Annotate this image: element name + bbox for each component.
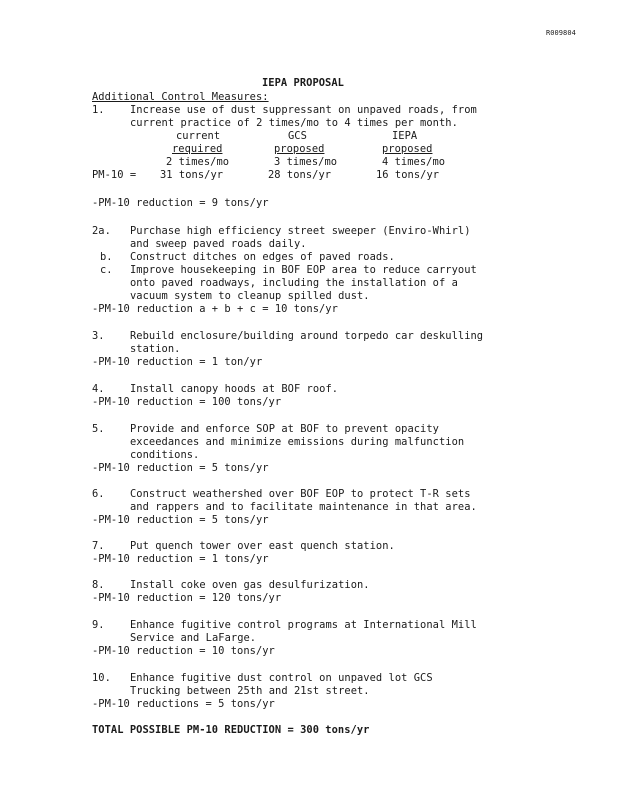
frequency-current: 2 times/mo	[166, 156, 230, 168]
item-7-reduction: -PM-10 reduction = 1 tons/yr	[92, 553, 269, 565]
item-7-text-line-1: Put quench tower over east quench station.	[130, 540, 395, 552]
item-2-reduction: -PM-10 reduction a + b + c = 10 tons/yr	[92, 303, 338, 315]
item-9-number: 9.	[92, 619, 105, 631]
item-10-reduction: -PM-10 reductions = 5 tons/yr	[92, 698, 275, 710]
item-9-reduction: -PM-10 reduction = 10 tons/yr	[92, 645, 275, 657]
item-10-number: 10.	[92, 672, 111, 684]
item-6-text-line-2: and rappers and to facilitate maintenance in that area.	[130, 501, 477, 513]
item-8-reduction: -PM-10 reduction = 120 tons/yr	[92, 592, 282, 604]
item-2a-text-line-2: and sweep paved roads daily.	[130, 238, 307, 250]
item-5-number: 5.	[92, 423, 105, 435]
section-heading: Additional Control Measures:	[92, 91, 269, 103]
column-subheader-proposed-gcs: proposed	[274, 143, 325, 155]
item-2c-number: c.	[100, 264, 113, 276]
item-9-text-line-2: Service and LaFarge.	[130, 632, 257, 644]
pm10-current: 31 tons/yr	[160, 169, 224, 181]
item-5-text-line-1: Provide and enforce SOP at BOF to prevent opacity	[130, 423, 439, 435]
item-2a-number: 2a.	[92, 225, 111, 237]
item-5-reduction: -PM-10 reduction = 5 tons/yr	[92, 462, 269, 474]
item-6-reduction: -PM-10 reduction = 5 tons/yr	[92, 514, 269, 526]
item-10-text-line-2: Trucking between 25th and 21st street.	[130, 685, 370, 697]
frequency-iepa: 4 times/mo	[382, 156, 446, 168]
item-5-text-line-3: conditions.	[130, 449, 200, 461]
item-2c-text-line-3: vacuum system to cleanup spilled dust.	[130, 290, 370, 302]
pm10-iepa: 16 tons/yr	[376, 169, 440, 181]
total-reduction: TOTAL POSSIBLE PM-10 REDUCTION = 300 tons/yr	[92, 724, 370, 736]
column-header-iepa: IEPA	[392, 130, 418, 142]
item-1-number: 1.	[92, 104, 105, 116]
item-3-text-line-1: Rebuild enclosure/building around torpedo car deskulling	[130, 330, 484, 342]
item-4-number: 4.	[92, 383, 105, 395]
pm10-gcs: 28 tons/yr	[268, 169, 332, 181]
item-3-text-line-2: station.	[130, 343, 181, 355]
item-1-text-line-2: current practice of 2 times/mo to 4 times per month.	[130, 117, 458, 129]
item-4-reduction: -PM-10 reduction = 100 tons/yr	[92, 396, 282, 408]
column-subheader-proposed-iepa: proposed	[382, 143, 433, 155]
document-title: IEPA PROPOSAL	[262, 77, 344, 89]
frequency-gcs: 3 times/mo	[274, 156, 338, 168]
item-2c-text-line-1: Improve housekeeping in BOF EOP area to reduce carryout	[130, 264, 477, 276]
item-8-number: 8.	[92, 579, 105, 591]
item-10-text-line-1: Enhance fugitive dust control on unpaved lot GCS	[130, 672, 433, 684]
item-2a-text-line-1: Purchase high efficiency street sweeper (Enviro-Whirl)	[130, 225, 471, 237]
column-header-gcs: GCS	[288, 130, 307, 142]
item-4-text-line-1: Install canopy hoods at BOF roof.	[130, 383, 339, 395]
item-3-number: 3.	[92, 330, 105, 342]
item-1-text-line-1: Increase use of dust suppressant on unpaved roads, from	[130, 104, 477, 116]
item-5-text-line-2: exceedances and minimize emissions during malfunction	[130, 436, 465, 448]
item-2c-text-line-2: onto paved roadways, including the installation of a	[130, 277, 458, 289]
item-3-reduction: -PM-10 reduction = 1 ton/yr	[92, 356, 263, 368]
item-8-text-line-1: Install coke oven gas desulfurization.	[130, 579, 370, 591]
column-header-current: current	[176, 130, 221, 142]
item-2b-number: b.	[100, 251, 113, 263]
item-6-text-line-1: Construct weathershed over BOF EOP to protect T-R sets	[130, 488, 471, 500]
pm10-row-label: PM-10 =	[92, 169, 137, 181]
document-id: R009804	[546, 29, 576, 37]
item-9-text-line-1: Enhance fugitive control programs at International Mill	[130, 619, 477, 631]
item-1-reduction: -PM-10 reduction = 9 tons/yr	[92, 197, 269, 209]
item-2b-text-line-1: Construct ditches on edges of paved roads.	[130, 251, 395, 263]
column-subheader-required: required	[172, 143, 223, 155]
item-7-number: 7.	[92, 540, 105, 552]
item-6-number: 6.	[92, 488, 105, 500]
